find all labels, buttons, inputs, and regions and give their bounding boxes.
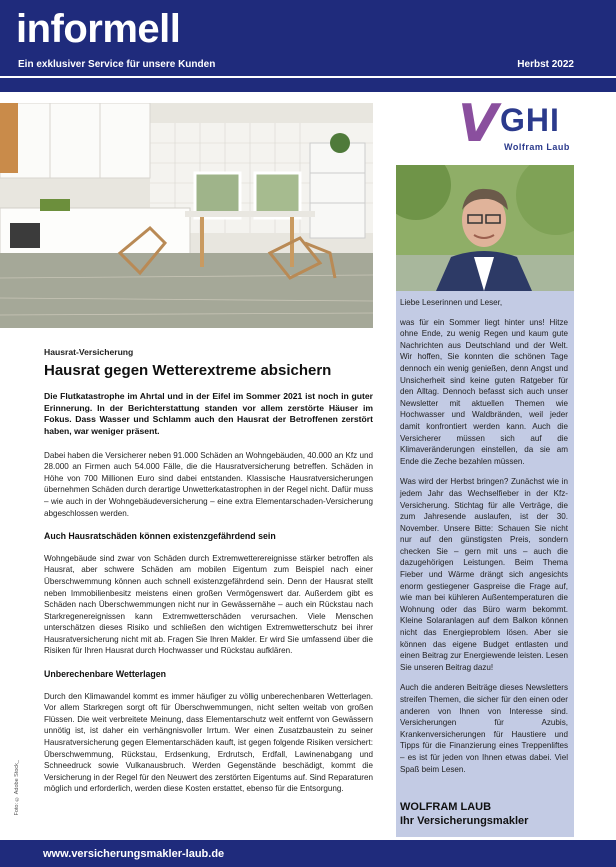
masthead	[0, 0, 616, 92]
flooded-kitchen-photo	[0, 103, 373, 328]
newsletter-title: informell	[16, 7, 181, 51]
main-article	[44, 347, 373, 807]
article-lead: Die Flutkatastrophe im Ahrtal und in der Eifel im Sommer 2021 ist noch in guter Erinnerung. In der Berichterstattung standen vor allem zerstörte Häuser im Fokus. Dass Wasser und Schlamm auch den Hausrat der Betroffenen zerstört haben, war weniger präsent.	[44, 391, 373, 436]
footer-bar	[0, 840, 616, 867]
flooded-kitchen-illustration	[0, 103, 373, 328]
article-subheading: Auch Hausratschäden können existenzgefährdend sein	[44, 531, 276, 542]
company-logo	[458, 96, 588, 156]
website-link[interactable]: www.versicherungsmakler-laub.de	[43, 848, 225, 860]
letter-paragraph: Was wird der Herbst bringen? Zunächst wie in jedem Jahr das Wechselfieber in der Kfz-Versicherung. Stichtag für alle Verträge, die zum Jahresende auslaufen, ist der 30. November. Unsere Bitte: Schauen Sie nicht nur auf den günstigsten Preis, sondern checken Sie – gern mit uns – auch die dazugehörigen Leistungen. Beim Thema Fieber und Wärme drängt sich angesichts enorm gestiegener Gaspreise die Frage auf, wie man bei kühleren Außentemperaturen die Wohnung oder das Büro warm bekommt. Kleine Solaranlagen auf dem Balkon können nicht das Energieproblem lösen. Aber sie können das eigene Budget entlasten und einen Beitrag zur Energiewende leisten. Lesen Sie unseren Beitrag dazu!	[400, 477, 568, 672]
newsletter-tagline: Ein exklusiver Service für unsere Kunden	[18, 59, 216, 70]
article-paragraph: Durch den Klimawandel kommt es immer häufiger zu völlig unberechenbaren Wetterlagen. Vor allem Starkregen sorgt oft für Überschwemmungen, nicht selten weitab von großen Flüssen. Die weit verbreitete Meinung, dass Elementarschutz weit entfernt von Gewässern unnötig ist, ist daher ein verhängnisvoller Irrtum. Wer einen Zusatzbaustein zu seiner Hausratversicherung gegen Elementarschäden kauft, ist gegen folgende Risiken versichert: Überschwemmung, Rückstau, Erdsenkung, Erdrutsch, Erdfall, Lawinenabgang und Schneedruck sowie Vulkanausbruch. Werden Gegenstände beschädigt, kommt die Versicherung in der Regel für den Neuwert des zerstörten Eigentums auf. Sind Reparaturen möglich und erforderlich, werden diese Kosten erstattet, ebenso für die Entsorgung.	[44, 691, 373, 794]
letter-paragraph: was für ein Sommer liegt hinter uns! Hitze ohne Ende, zu wenig Regen und kaum gute Nachrichten aus Deutschland und der Welt. Wir hoffen, Sie konnten die schönen Tage dennoch ein wenig genießen, denn Angst und Unsicherheit sind keine guten Ratgeber für den Alltag. Dennoch befasst sich auch unser Newsletter mit aktuellen Themen wie Hochwasser und Waldbränden, weil jeder damit konfrontiert werden kann. Auch die Versicherer müssen sich auf die Klimaveränderungen einstellen, da sie am Ende die Zeche bezahlen müssen.	[400, 317, 568, 466]
masthead-divider	[0, 76, 616, 78]
signature-title: Ihr Versicherungsmakler	[400, 815, 529, 827]
article-kicker: Hausrat-Versicherung	[44, 347, 134, 357]
editorial-sidebar	[396, 165, 574, 837]
article-title: Hausrat gegen Wetterextreme absichern	[44, 361, 332, 379]
article-subheading: Unberechenbare Wetterlagen	[44, 669, 167, 680]
letter-paragraph: Auch die anderen Beiträge dieses Newsletters streifen Themen, die sicher für den einen oder anderen von Ihnen von Interesse sind. Versicherungen für Azubis, Krankenversicherungen für Haustiere und Tipps für die Finanzierung eines Treppenliftes – es ist für jeden von Ihnen etwas dabei. Viel Spaß beim Lesen.	[400, 683, 568, 774]
signature-name: WOLFRAM LAUB	[400, 801, 492, 813]
letter-signature	[400, 800, 528, 828]
logo-v-mark: V	[458, 94, 499, 154]
editorial-letter	[400, 297, 568, 784]
photo-credit: Foto: © Adobe Stock_	[14, 760, 20, 816]
letter-greeting: Liebe Leserinnen und Leser,	[400, 298, 503, 307]
article-paragraph: Wohngebäude sind zwar von Schäden durch Extremwetterereignisse stärker betroffen als Hausrat, aber schwere Schäden am mobilen Eigentum zum Beispiel nach einer Überschwemmung können auch schnell existenzgefährdend sein. Denn der Hausrat stellt neben Immobilienbesitz meistens einen großen Vermögenswert dar. Außerdem gibt es Schäden nach Überschwemmungen nicht nur in Gewässernähe – auch ein Rückstau nach Starkregenereignissen kann Extremwetterschäden verursachen. Viele Menschen unterschätzen dieses Risiko und schließen den wichtigen Extremwetterschutz bei ihrer Hausratversicherung nicht mit ab. Fragen Sie Ihren Makler. Er wird Sie umfassend über die Risiken für Ihren Hausrat durch Hochwasser und Rückstau aufklären.	[44, 553, 373, 656]
author-portrait-illustration	[396, 165, 574, 291]
author-portrait	[396, 165, 574, 291]
logo-subtitle: Wolfram Laub	[504, 142, 570, 152]
edition-label: Herbst 2022	[517, 59, 574, 70]
logo-ghi-text: GHI	[500, 102, 560, 138]
article-paragraph: Dabei haben die Versicherer neben 91.000 Schäden an Wohngebäuden, 40.000 an Kfz und 28.000 an Firmen auch 54.000 Fälle, die die Hausratversicherung betreffen. Schäden in Höhe von 700 Millionen Euro sind dabei entstanden. Klassische Hausratversicherungen übernehmen Schäden durch derartige Unwetterkatastrophen in der Regel nicht. Dafür muss – wie auch in der Wohngebäudeversicherung – eine extra Elementarschaden-Versicherung abgeschlossen werden.	[44, 450, 373, 518]
